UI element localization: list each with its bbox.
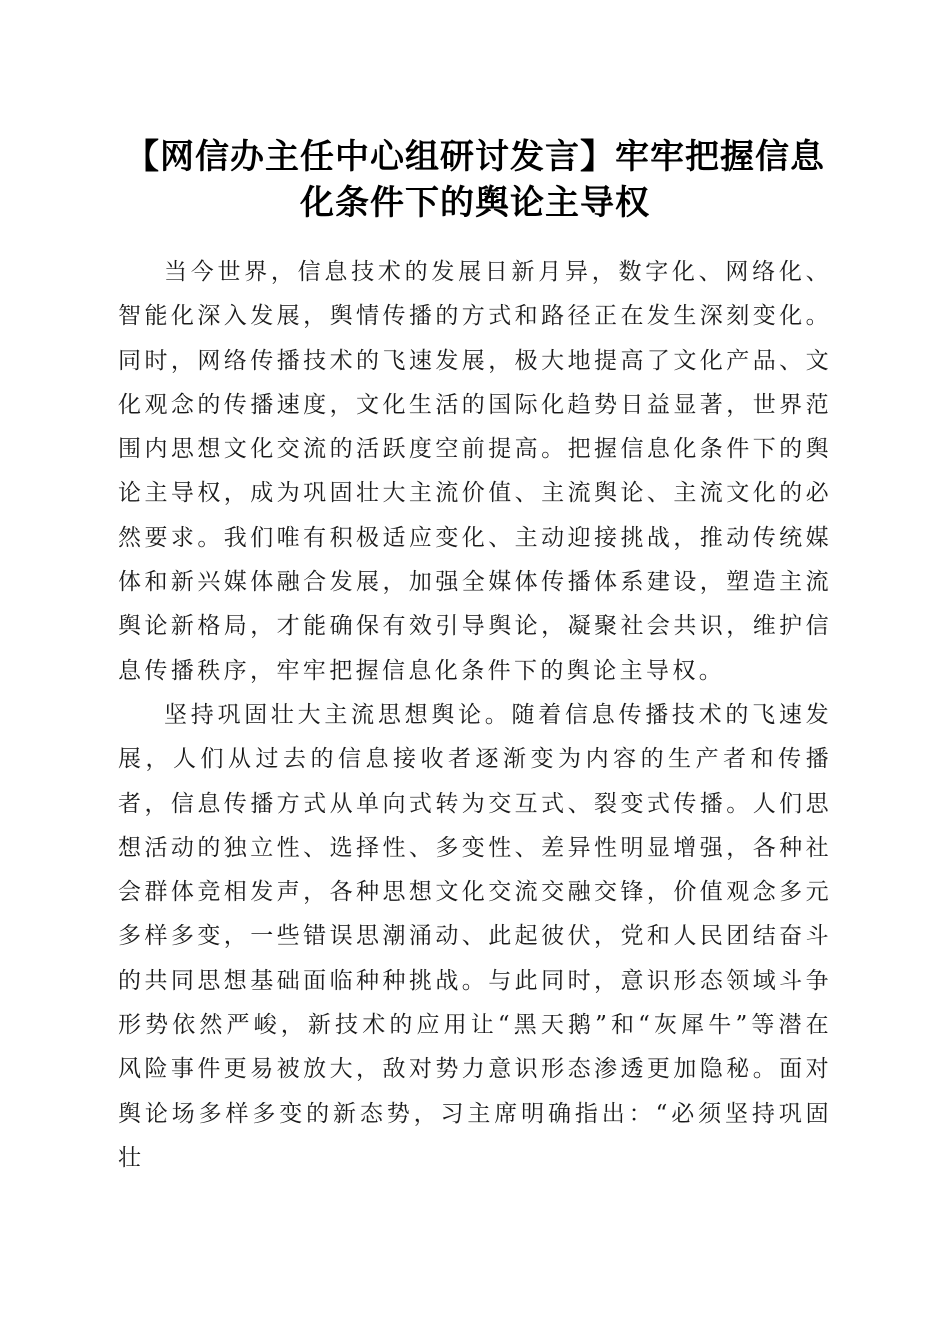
paragraph: 当今世界，信息技术的发展日新月异，数字化、网络化、智能化深入发展，舆情传播的方式和路径正在发生深刻变化。同时，网络传播技术的飞速发展，极大地提高了文化产品、文化观念的传播速度，文化生活的国际化趋势日益显著，世界范围内思想文化交流的活跃度空前提高。把握信息化条件下的舆论主导权，成为巩固壮大主流价值、主流舆论、主流文化的必然要求。我们唯有积极适应变化、主动迎接挑战，推动传统媒体和新兴媒体融合发展，加强全媒体传播体系建设，塑造主流舆论新格局，才能确保有效引导舆论，凝聚社会共识，维护信息传播秩序，牢牢把握信息化条件下的舆论主导权。: [118, 259, 832, 684]
document-body: [118, 250, 832, 1180]
paragraph: 坚持巩固壮大主流思想舆论。随着信息传播技术的飞速发展，人们从过去的信息接收者逐渐变为内容的生产者和传播者，信息传播方式从单向式转为交互式、裂变式传播。人们思想活动的独立性、选择性、多变性、差异性明显增强，各种社会群体竞相发声，各种思想文化交流交融交锋，价值观念多元多样多变，一些错误思潮涌动、此起彼伏，党和人民团结奋斗的共同思想基础面临种种挑战。与此同时，意识形态领域斗争形势依然严峻，新技术的应用让“黑天鹅”和“灰犀牛”等潜在风险事件更易被放大，敌对势力意识形态渗透更加隐秘。面对舆论场多样多变的新态势，习主席明确指出：“必须坚持巩固壮: [118, 701, 832, 1171]
document-title: 【网信办主任中心组研讨发言】牢牢把握信息化条件下的舆论主导权: [125, 137, 825, 223]
